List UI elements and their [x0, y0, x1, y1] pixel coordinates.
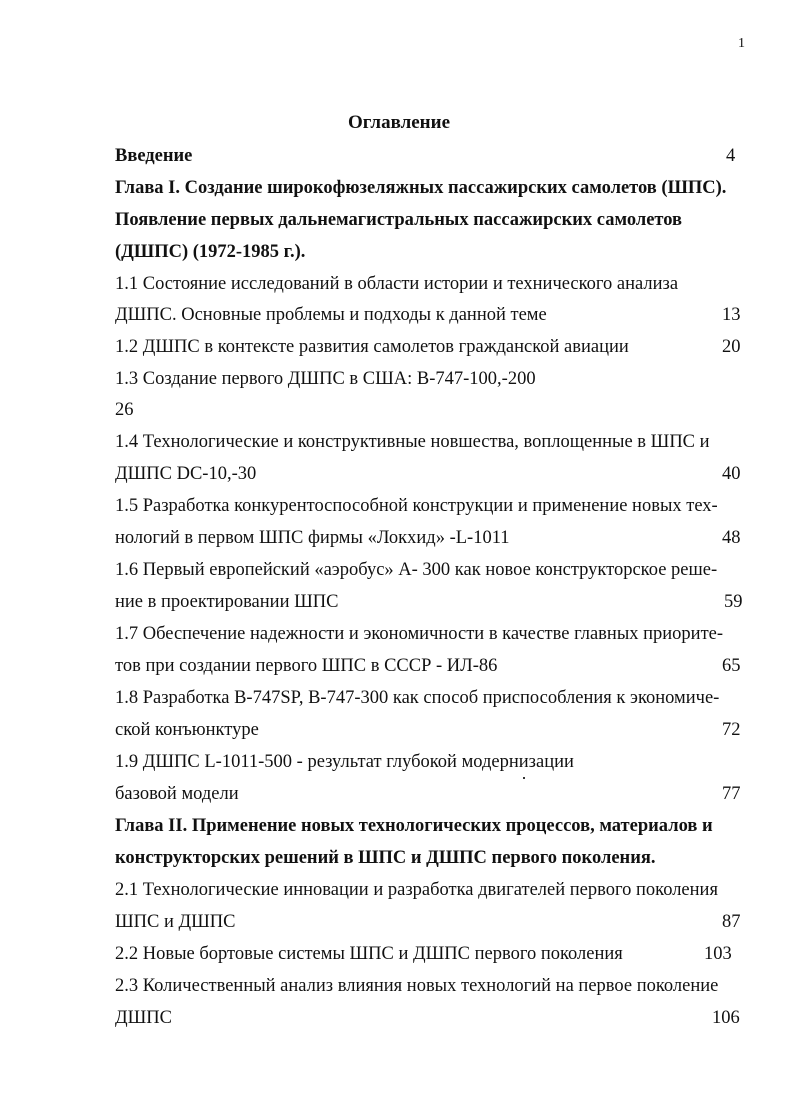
toc-entry-1-9-line1: 1.9 ДШПС L-1011-500 - результат глубокой модернизации	[115, 752, 574, 772]
toc-entry-1-6-line1: 1.6 Первый европейский «аэробус» А- 300 как новое конструкторское реше-	[115, 560, 718, 580]
toc-entry-1-6-page: 59	[724, 592, 743, 612]
page-number: 1	[738, 36, 745, 51]
toc-entry-2-1-line1: 2.1 Технологические инновации и разработка двигателей первого поколения	[115, 880, 718, 900]
toc-entry-1-3: 1.3 Создание первого ДШПС в США: В-747-100,-200	[115, 369, 536, 389]
toc-entry-1-9-page: 77	[722, 784, 741, 804]
toc-entry-2-1-page: 87	[722, 912, 741, 932]
page-title: Оглавление	[347, 112, 451, 133]
chapter-1-heading-line1: Глава I. Создание широкофюзеляжных пассажирских самолетов (ШПС).	[115, 178, 727, 198]
toc-entry-1-8-page: 72	[722, 720, 741, 740]
toc-entry-1-5-line1: 1.5 Разработка конкурентоспособной конструкции и применение новых тех-	[115, 496, 718, 516]
toc-entry-1-4-line1: 1.4 Технологические и конструктивные новшества, воплощенные в ШПС и	[115, 432, 710, 452]
chapter-1-heading-line3: (ДШПС) (1972-1985 г.).	[115, 242, 306, 262]
toc-entry-1-8-line2: ской конъюнктуре	[115, 720, 259, 740]
speck-mark	[523, 777, 525, 779]
toc-intro: Введение	[115, 146, 193, 166]
toc-entry-2-3-line1: 2.3 Количественный анализ влияния новых технологий на первое поколение	[115, 976, 719, 996]
toc-entry-2-1-line2: ШПС и ДШПС	[115, 912, 236, 932]
toc-entry-2-3-line2: ДШПС	[115, 1008, 172, 1028]
toc-entry-1-2: 1.2 ДШПС в контексте развития самолетов гражданской авиации	[115, 337, 629, 357]
chapter-2-heading-line2: конструкторских решений в ШПС и ДШПС первого поколения.	[115, 848, 656, 868]
toc-entry-2-2-page: 103	[704, 944, 732, 964]
toc-intro-page: 4	[726, 146, 736, 166]
toc-entry-1-4-page: 40	[722, 464, 741, 484]
toc-entry-1-3-page: 26	[115, 400, 134, 420]
chapter-1-heading-line2: Появление первых дальнемагистральных пассажирских самолетов	[115, 210, 683, 230]
toc-entry-1-6-line2: ние в проектировании ШПС	[115, 592, 339, 612]
toc-entry-1-7-line1: 1.7 Обеспечение надежности и экономичности в качестве главных приорите-	[115, 624, 724, 644]
toc-entry-1-9-line2: базовой модели	[115, 784, 239, 804]
toc-entry-1-7-line2: тов при создании первого ШПС в СССР - ИЛ-86	[115, 656, 498, 676]
toc-entry-1-5-page: 48	[722, 528, 741, 548]
toc-entry-1-5-line2: нологий в первом ШПС фирмы «Локхид» -L-1011	[115, 528, 510, 548]
toc-entry-1-1-page: 13	[722, 305, 741, 325]
toc-entry-1-7-page: 65	[722, 656, 741, 676]
toc-entry-1-1-line2: ДШПС. Основные проблемы и подходы к данной теме	[115, 305, 547, 325]
toc-entry-2-2: 2.2 Новые бортовые системы ШПС и ДШПС первого поколения	[115, 944, 623, 964]
toc-entry-1-1-line1: 1.1 Состояние исследований в области истории и технического анализа	[115, 274, 679, 294]
chapter-2-heading-line1: Глава II. Применение новых технологических процессов, материалов и	[115, 816, 713, 836]
toc-entry-1-2-page: 20	[722, 337, 741, 357]
toc-entry-1-4-line2: ДШПС DC-10,-30	[115, 464, 257, 484]
toc-entry-2-3-page: 106	[712, 1008, 740, 1028]
toc-entry-1-8-line1: 1.8 Разработка В-747SP, В-747-300 как способ приспособления к экономиче-	[115, 688, 720, 708]
